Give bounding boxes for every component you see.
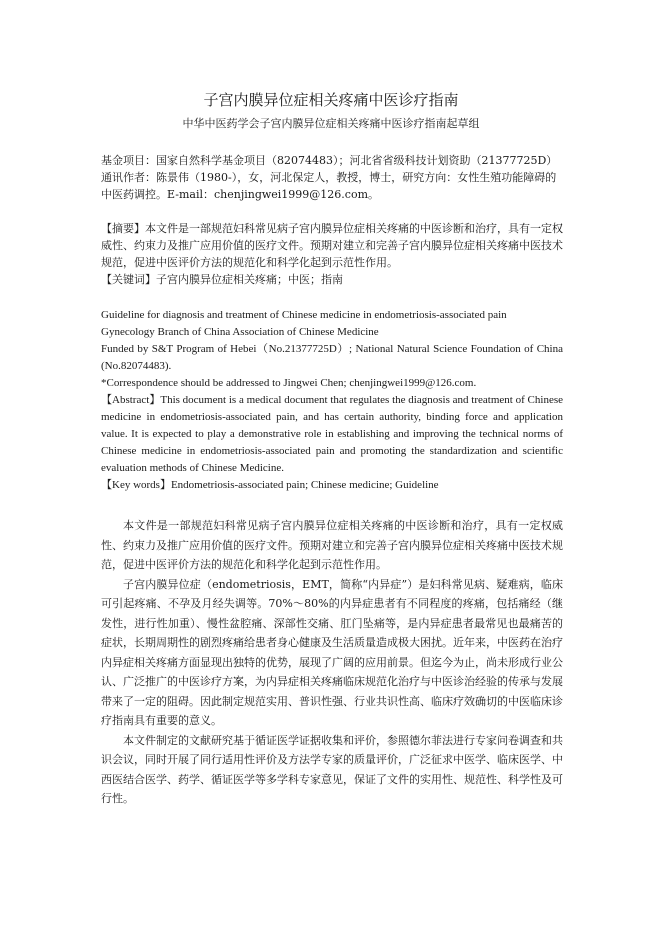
abstract-cn: 【摘要】本文件是一部规范妇科常见病子宫内膜异位症相关疼痛的中医诊断和治疗，具有一定权威性、约束力及推广应用价值的医疗文件。预期对建立和完善子宫内膜异位症相关疼痛中医技术规范，促进中医评价方法的规范化和科学化起到示范性作用。	[101, 222, 563, 269]
funding-cn: 基金项目：国家自然科学基金项目（82074483）；河北省省级科技计划资助（21377725D）	[101, 154, 558, 167]
body-paragraph: 本文件制定的文献研究基于循证医学证据收集和评价，参照德尔菲法进行专家问卷调查和共识会议，同时开展了同行适用性评价及方法学专家的质量评价，广泛征求中医学、临床医学、中西医结合医学、药学、循证医学等多学科专家意见，保证了文件的实用性、规范性、科学性及可行性。	[101, 733, 563, 805]
correspondence-cn: 通讯作者：陈景伟（1980-），女，河北保定人，教授，博士，研究方向：女性生殖功能障碍的中医药调控。E-mail：chenjingwei1999@126.com。	[101, 171, 557, 201]
body-text	[101, 516, 563, 809]
funding-block	[101, 152, 563, 203]
title-en: Guideline for diagnosis and treatment of Chinese medicine in endometriosis-associated pain	[101, 309, 507, 321]
funding-en: Funded by S&T Program of Hebei（No.21377725D）; National Natural Science Foundation of China (No.82074483).	[101, 343, 563, 372]
body-paragraph: 本文件是一部规范妇科常见病子宫内膜异位症相关疼痛的中医诊断和治疗，具有一定权威性、约束力及推广应用价值的医疗文件。预期对建立和完善子宫内膜异位症相关疼痛中医技术规范，促进中医评价方法的规范化和科学化起到示范性作用。	[101, 519, 563, 571]
page-title: 子宫内膜异位症相关疼痛中医诊疗指南	[203, 91, 459, 109]
correspondence-en: *Correspondence should be addressed to Jingwei Chen; chenjingwei1999@126.com.	[101, 377, 477, 389]
english-abstract-block	[101, 307, 563, 494]
abstract-cn-block	[101, 220, 563, 288]
authors-en: Gynecology Branch of China Association of Chinese Medicine	[101, 326, 379, 338]
author-group: 中华中医药学会子宫内膜异位症相关疼痛中医诊疗指南起草组	[182, 117, 480, 130]
abstract-en: 【Abstract】This document is a medical document that regulates the diagnosis and treatment of Chinese medicine in endometriosis-associated pain, and has certain authority, binding force and application value. It is expected to play a demonstrative role in establishing and improving the technical norms of Chinese medicine in endometriosis-associated pain and promoting the standardization and scientific evaluation methods of Chinese Medicine.	[101, 394, 563, 474]
body-paragraph: 子宫内膜异位症（endometriosis，EMT，简称“内异症”）是妇科常见病、疑难病，临床可引起疼痛、不孕及月经失调等。70%～80%的内异症患者有不同程度的疼痛，包括痛经（继发性，进行性加重）、慢性盆腔痛、深部性交痛、肛门坠痛等，是内异症患者最常见也最痛苦的症状，长期周期性的剧烈疼痛给患者身心健康及生活质量造成极大困扰。近年来，中医药在治疗内异症相关疼痛方面显现出独特的优势，展现了广阔的应用前景。但迄今为止，尚未形成行业公认、广泛推广的中医诊疗方案，为内异症相关疼痛临床规范化治疗与中医诊治经验的传承与发展带来了一定的阻碍。因此制定规范实用、普识性强、行业共识性高、临床疗效确切的中医临床诊疗指南具有重要的意义。	[101, 577, 563, 727]
keywords-en: 【Key words】Endometriosis-associated pain; Chinese medicine; Guideline	[101, 479, 439, 491]
keywords-cn: 【关键词】子宫内膜异位症相关疼痛；中医；指南	[101, 273, 343, 286]
